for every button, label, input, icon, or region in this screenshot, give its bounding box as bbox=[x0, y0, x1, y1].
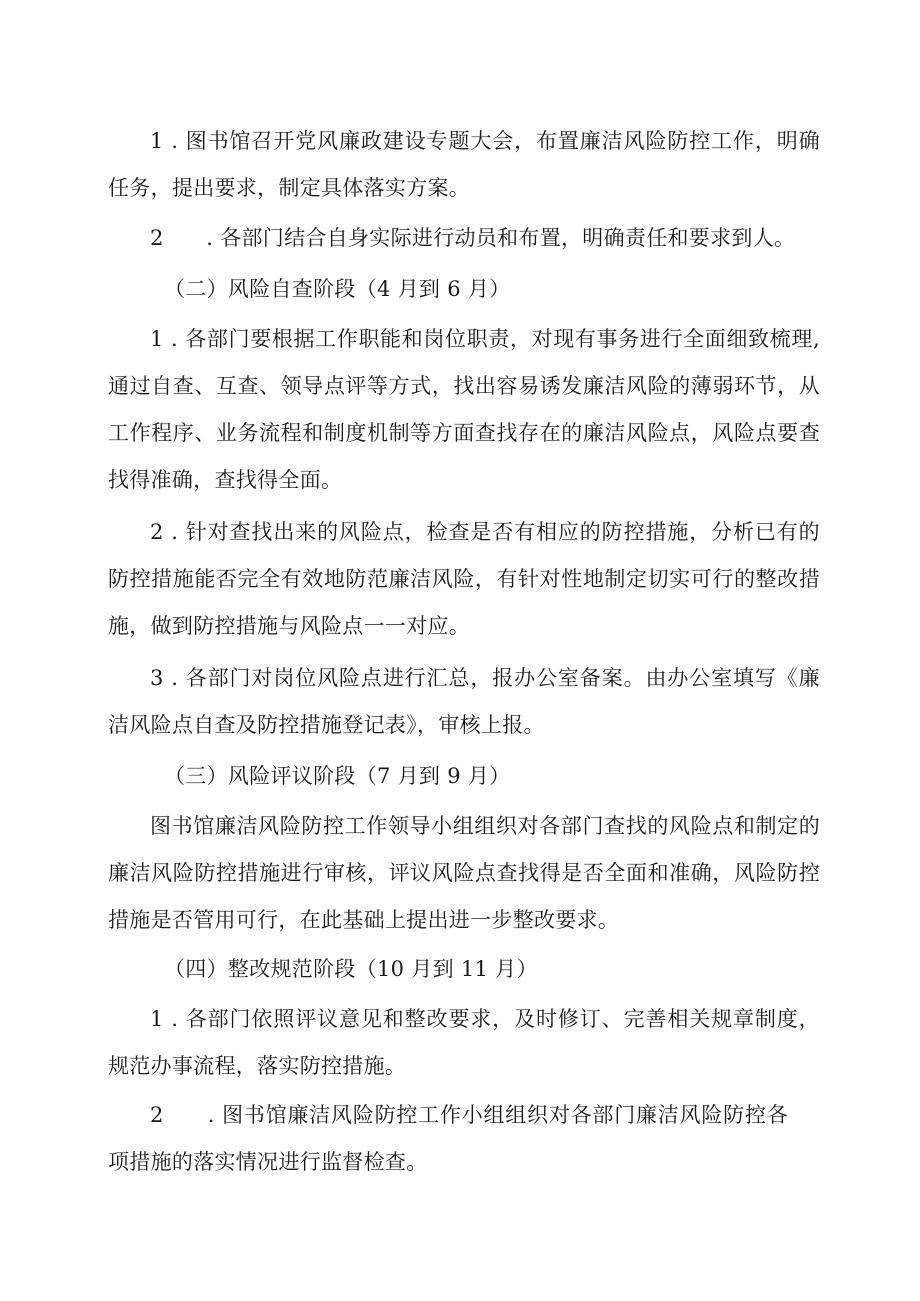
paragraph-8: 2 . 图书馆廉洁风险防控工作小组组织对各部门廉洁风险防控各项措施的落实情况进行监督检查。 bbox=[108, 1103, 788, 1174]
paragraph-7: 1 . 各部门依照评议意见和整改要求，及时修订、完善相关规章制度，规范办事流程，落实防控措施。 bbox=[108, 1007, 820, 1078]
paragraph-5: 3 . 各部门对岗位风险点进行汇总，报办公室备案。由办公室填写《廉洁风险点自查及防控措施登记表》，审核上报。 bbox=[108, 666, 820, 737]
section-heading-4: （四）整改规范阶段（10 月到 11 月） bbox=[164, 957, 538, 981]
paragraph-3: 1 . 各部门要根据工作职能和岗位职责，对现有事务进行全面细致梳理, 通过自查、互查、领导点评等方式，找出容易诱发廉洁风险的薄弱环节，从工作程序、业务流程和制度机制等方面查找存在的廉洁风险点，风险点要查找得准确，查找得全面。 bbox=[108, 327, 820, 492]
section-heading-2: （二）风险自查阶段（4 月到 6 月） bbox=[164, 277, 511, 301]
paragraph-2: 2 . 各部门结合自身实际进行动员和布置，明确责任和要求到人。 bbox=[150, 226, 796, 250]
paragraph-6: 图书馆廉洁风险防控工作领导小组组织对各部门查找的风险点和制定的廉洁风险防控措施进行审核，评议风险点查找得是否全面和准确，风险防控措施是否管用可行，在此基础上提出进一步整改要求。 bbox=[108, 814, 820, 932]
paragraph-4: 2 . 针对查找出来的风险点，检查是否有相应的防控措施，分析已有的防控措施能否完全有效地防范廉洁风险，有针对性地制定切实可行的整改措施，做到防控措施与风险点一一对应。 bbox=[108, 520, 820, 638]
paragraph-1: 1 . 图书馆召开党风廉政建设专题大会，布置廉洁风险防控工作，明确任务，提出要求，制定具体落实方案。 bbox=[108, 129, 820, 200]
section-heading-3: （三）风险评议阶段（7 月到 9 月） bbox=[164, 764, 511, 788]
